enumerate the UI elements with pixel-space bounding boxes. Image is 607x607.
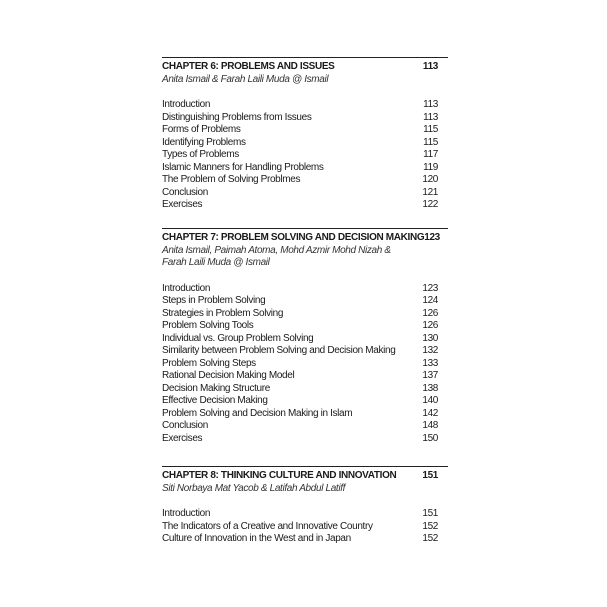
entry-label: Rational Decision Making Model — [162, 370, 295, 381]
toc-entry — [162, 345, 448, 358]
chapter-title: CHAPTER 7: PROBLEM SOLVING AND DECISION MAKING — [162, 232, 425, 243]
entry-page: 119 — [423, 161, 438, 173]
entry-label: The Indicators of a Creative and Innovative Country — [162, 520, 373, 532]
toc-entry — [162, 162, 448, 175]
entry-page: 137 — [422, 370, 438, 381]
chapter-authors: Siti Norbaya Mat Yacob & Latifah Abdul Latiff — [162, 482, 346, 494]
toc-entry — [162, 433, 448, 446]
entry-label: Decision Making Structure — [162, 382, 270, 394]
toc-entry — [162, 308, 448, 321]
chapter-page: 123 — [424, 232, 440, 243]
chapter-page: 151 — [422, 470, 438, 481]
entry-label: Culture of Innovation in the West and in Japan — [162, 533, 351, 544]
entry-label: Steps in Problem Solving — [162, 295, 266, 306]
entry-label: The Problem of Solving Problmes — [162, 174, 301, 185]
entry-label: Problem Solving Steps — [162, 357, 256, 369]
entry-label: Problem Solving and Decision Making in Islam — [162, 407, 353, 419]
entry-label: Conclusion — [162, 186, 208, 198]
toc-entry — [162, 370, 448, 383]
entry-page: 152 — [422, 520, 438, 532]
entry-label: Identifying Problems — [162, 136, 246, 148]
toc-entry — [162, 112, 448, 125]
entry-page: 123 — [422, 282, 438, 294]
chapter-authors: Anita Ismail, Paimah Atoma, Mohd Azmir Mohd Nizah & — [162, 244, 391, 256]
entry-label: Exercises — [162, 199, 203, 210]
entry-page: 142 — [422, 407, 438, 419]
toc-entry — [162, 99, 448, 112]
entry-label: Exercises — [162, 432, 203, 444]
entry-label: Introduction — [162, 282, 211, 294]
chapter-authors: Anita Ismail & Farah Laili Muda @ Ismail — [162, 73, 329, 85]
toc-entry — [162, 283, 448, 296]
toc-entry — [162, 408, 448, 421]
toc-entry — [162, 124, 448, 137]
toc-entry — [162, 295, 448, 308]
toc-entry — [162, 395, 448, 408]
chapter-title: CHAPTER 6: PROBLEMS AND ISSUES — [162, 61, 335, 72]
entry-page: 124 — [422, 295, 438, 306]
entry-label: Problem Solving Tools — [162, 320, 254, 331]
entry-label: Effective Decision Making — [162, 395, 268, 406]
entry-label: Introduction — [162, 508, 211, 519]
toc-entry — [162, 174, 448, 187]
entry-page: 140 — [422, 395, 438, 406]
entry-page: 133 — [422, 357, 438, 369]
entry-page: 130 — [422, 332, 438, 344]
chapter-authors: Farah Laili Muda @ Ismail — [162, 257, 270, 268]
chapter-title: CHAPTER 8: THINKING CULTURE AND INNOVATION — [162, 470, 397, 481]
entry-label: Introduction — [162, 99, 211, 110]
toc-entry — [162, 358, 448, 371]
chapter-section — [162, 466, 448, 546]
toc-entry — [162, 383, 448, 396]
entry-page: 113 — [423, 111, 438, 123]
chapter-section — [162, 57, 448, 212]
entry-list — [162, 99, 448, 212]
entry-page: 132 — [422, 345, 438, 356]
entry-label: Conclusion — [162, 420, 208, 431]
entry-list — [162, 508, 448, 546]
entry-label: Forms of Problems — [162, 124, 241, 135]
chapter-page: 113 — [422, 61, 438, 72]
entry-list — [162, 283, 448, 446]
entry-page: 121 — [422, 186, 438, 198]
chapter-title-row — [162, 61, 448, 74]
toc-entry — [162, 187, 448, 200]
entry-page: 113 — [423, 99, 438, 110]
entry-page: 148 — [422, 420, 438, 431]
entry-page: 115 — [423, 124, 438, 135]
entry-page: 126 — [422, 320, 438, 331]
entry-label: Types of Problems — [162, 149, 239, 160]
chapter-title-row — [162, 232, 448, 245]
toc-entry — [162, 333, 448, 346]
entry-page: 120 — [422, 174, 438, 185]
entry-page: 138 — [422, 382, 438, 394]
entry-page: 117 — [423, 149, 438, 160]
entry-page: 152 — [422, 533, 438, 544]
entry-page: 122 — [422, 199, 438, 210]
entry-page: 115 — [423, 136, 438, 148]
toc-entry — [162, 199, 448, 212]
entry-label: Similarity between Problem Solving and Decision Making — [162, 345, 396, 356]
entry-page: 126 — [422, 307, 438, 319]
toc-entry — [162, 533, 448, 546]
entry-label: Distinguishing Problems from Issues — [162, 111, 312, 123]
entry-label: Individual vs. Group Problem Solving — [162, 332, 314, 344]
entry-page: 151 — [422, 508, 438, 519]
toc-entry — [162, 508, 448, 521]
chapter-section — [162, 228, 448, 445]
chapter-title-row — [162, 470, 448, 483]
entry-label: Islamic Manners for Handling Problems — [162, 161, 324, 173]
toc-entry — [162, 320, 448, 333]
entry-label: Strategies in Problem Solving — [162, 307, 284, 319]
toc-entry — [162, 521, 448, 534]
toc-entry — [162, 137, 448, 150]
entry-page: 150 — [422, 432, 438, 444]
toc-entry — [162, 149, 448, 162]
toc-entry — [162, 420, 448, 433]
